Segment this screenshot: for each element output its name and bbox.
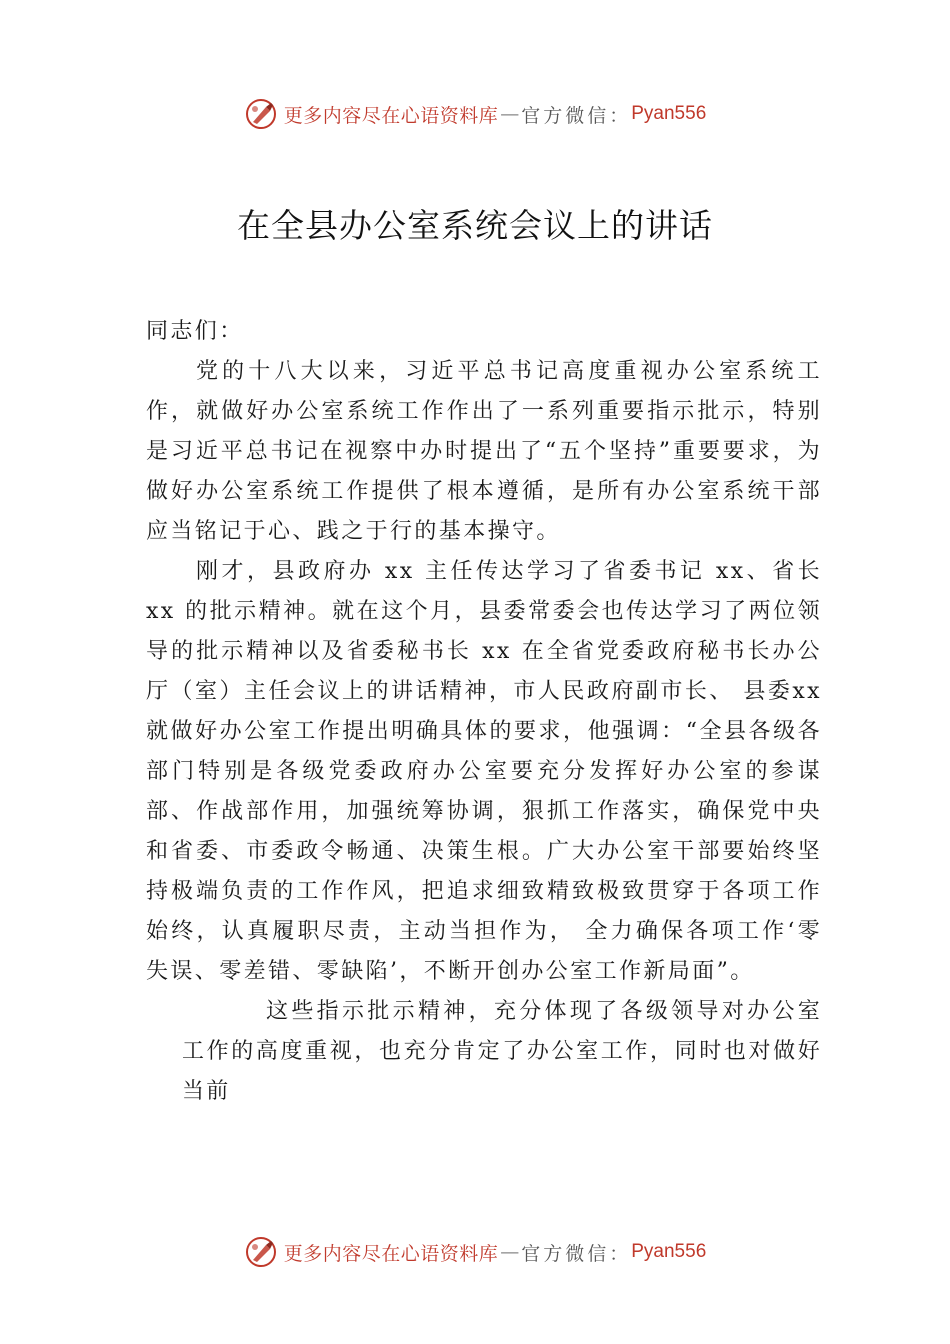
watermark-official-label: 官方微信： bbox=[521, 104, 632, 127]
document-body bbox=[146, 312, 822, 1112]
pen-nib-logo-icon bbox=[244, 97, 278, 131]
footer-watermark bbox=[0, 1232, 950, 1272]
paragraph: 党的十八大以来，习近平总书记高度重视办公室系统工作，就做好办公室系统工作作出了一系列重要指示批示，特别是习近平总书记在视察中办时提出了“五个坚持”重要要求，为做好办公室系统工作提供了根本遵循，是所有办公室系统干部应当铭记于心、践之于行的基本操守。 bbox=[146, 359, 822, 544]
paragraph: 刚才，县政府办 xx 主任传达学习了省委书记 xx、省长xx 的批示精神。就在这个月，县委常委会也传达学习了两位领导的批示精神以及省委秘书长 xx 在全省党委政府秘书长办公厅（室）主任会议上的讲话精神，市人民政府副市长、 县委xx 就做好办公室工作提出明确具体的要求，他强调：“全县各级各部门特别是各级党委政府办公室要充分发挥好办公室的参谋部、作战部作用，加强统筹协调，狠抓工作落实，确保党中央和省委、市委政令畅通、决策生根。广大办公室干部要始终坚持极端负责的工作作风，把追求细致精致极致贯穿于各项工作始终，认真履职尽责，主动当担作为， 全力确保各项工作‘零失误、零差错、零缺陷’，不断开创办公室工作新局面”。 bbox=[146, 559, 822, 984]
watermark-wechat-id: Pyan556 bbox=[631, 103, 707, 124]
watermark-official-label: 官方微信： bbox=[521, 1242, 632, 1265]
watermark-dash: — bbox=[500, 1241, 520, 1263]
paragraph: 这些指示批示精神，充分体现了各级领导对办公室工作的高度重视，也充分肯定了办公室工作，同时也对做好当前 bbox=[182, 999, 822, 1104]
watermark-brand: 更多内容尽在心语资料库 bbox=[283, 104, 499, 127]
document-title: 在全县办公室系统会议上的讲话 bbox=[237, 206, 713, 245]
salutation: 同志们： bbox=[146, 319, 244, 344]
watermark-dash: — bbox=[500, 103, 520, 125]
header-watermark bbox=[0, 94, 950, 134]
watermark-brand: 更多内容尽在心语资料库 bbox=[283, 1242, 499, 1265]
pen-nib-logo-icon bbox=[244, 1235, 278, 1269]
watermark-wechat-id: Pyan556 bbox=[631, 1241, 707, 1262]
